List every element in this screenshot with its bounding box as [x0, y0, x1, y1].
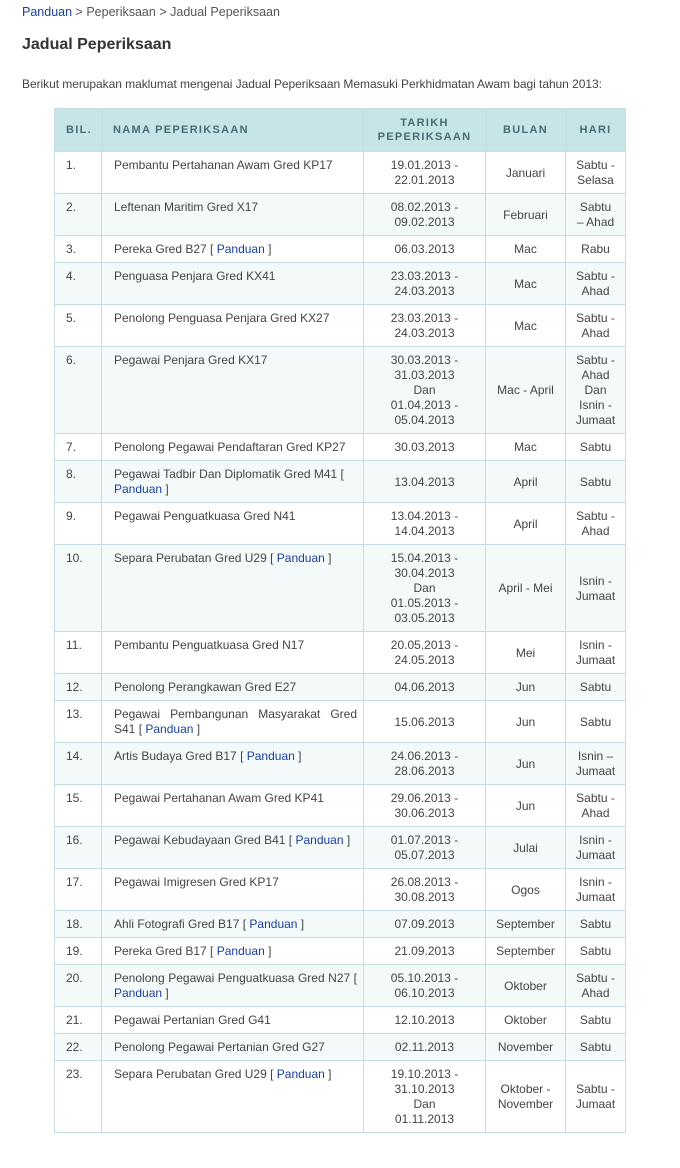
cell-nama: [102, 152, 364, 194]
cell-tarikh: 23.03.2013 - 24.03.2013: [364, 263, 486, 305]
cell-hari: Rabu: [566, 236, 626, 263]
cell-tarikh: 19.10.2013 - 31.10.2013 Dan 01.11.2013: [364, 1061, 486, 1133]
cell-nama: [102, 785, 364, 827]
table-row: [55, 938, 626, 965]
exam-name: Pegawai Penguatkuasa Gred N41: [114, 509, 296, 523]
cell-nama: Pegawai Kebudayaan Gred B41 [ Panduan ]: [102, 827, 364, 869]
cell-bulan: Mac: [486, 305, 566, 347]
cell-hari: Sabtu: [566, 434, 626, 461]
cell-nama: Separa Perubatan Gred U29 [ Panduan ]: [102, 545, 364, 632]
cell-tarikh: 15.04.2013 - 30.04.2013 Dan 01.05.2013 - 03.05.2013: [364, 545, 486, 632]
cell-tarikh: 15.06.2013: [364, 701, 486, 743]
cell-nama: [102, 503, 364, 545]
cell-tarikh: 05.10.2013 - 06.10.2013: [364, 965, 486, 1007]
cell-hari: Sabtu - Ahad: [566, 965, 626, 1007]
table-row: [55, 827, 626, 869]
panduan-link[interactable]: Panduan: [295, 833, 344, 847]
table-row: [55, 461, 626, 503]
exam-name: Ahli Fotografi Gred B17: [114, 917, 240, 931]
exam-name: Pembantu Pertahanan Awam Gred KP17: [114, 158, 333, 172]
cell-bulan: Oktober - November: [486, 1061, 566, 1133]
cell-bulan: Oktober: [486, 965, 566, 1007]
exam-name: Penolong Pegawai Pertanian Gred G27: [114, 1040, 325, 1054]
table-row: [55, 434, 626, 461]
table-row: [55, 347, 626, 434]
exam-name: Separa Perubatan Gred U29: [114, 551, 267, 565]
cell-hari: Sabtu - Ahad: [566, 305, 626, 347]
table-row: [55, 1007, 626, 1034]
exam-name: Penolong Pegawai Penguatkuasa Gred N27: [114, 971, 351, 985]
cell-bil: 17.: [55, 869, 102, 911]
cell-nama: [102, 869, 364, 911]
table-row: [55, 263, 626, 305]
cell-bulan: Jun: [486, 785, 566, 827]
table-row: [55, 503, 626, 545]
panduan-link[interactable]: Panduan: [114, 986, 163, 1000]
cell-bil: 3.: [55, 236, 102, 263]
cell-tarikh: 20.05.2013 - 24.05.2013: [364, 632, 486, 674]
cell-tarikh: 12.10.2013: [364, 1007, 486, 1034]
cell-hari: Isnin - Jumaat: [566, 827, 626, 869]
cell-tarikh: 19.01.2013 - 22.01.2013: [364, 152, 486, 194]
header-nama-peperiksaan: NAMA PEPERIKSAAN: [102, 109, 364, 152]
cell-bil: 8.: [55, 461, 102, 503]
cell-tarikh: 23.03.2013 - 24.03.2013: [364, 305, 486, 347]
table-row: [55, 701, 626, 743]
cell-nama: Artis Budaya Gred B17 [ Panduan ]: [102, 743, 364, 785]
table-row: [55, 1034, 626, 1061]
cell-bulan: April: [486, 503, 566, 545]
exam-name: Pegawai Pertahanan Awam Gred KP41: [114, 791, 324, 805]
table-row: [55, 785, 626, 827]
table-row: [55, 674, 626, 701]
cell-bil: 12.: [55, 674, 102, 701]
cell-bil: 22.: [55, 1034, 102, 1061]
cell-bil: 14.: [55, 743, 102, 785]
cell-nama: [102, 1007, 364, 1034]
exam-name: Leftenan Maritim Gred X17: [114, 200, 259, 214]
cell-nama: [102, 347, 364, 434]
cell-nama: Ahli Fotografi Gred B17 [ Panduan ]: [102, 911, 364, 938]
cell-hari: Sabtu - Ahad: [566, 263, 626, 305]
cell-nama: [102, 305, 364, 347]
breadcrumb-current: Jadual Peperiksaan: [170, 5, 280, 19]
cell-nama: [102, 434, 364, 461]
cell-hari: Isnin - Jumaat: [566, 869, 626, 911]
breadcrumb-link-panduan[interactable]: Panduan: [22, 5, 73, 19]
panduan-link[interactable]: Panduan: [114, 482, 163, 496]
cell-tarikh: 29.06.2013 - 30.06.2013: [364, 785, 486, 827]
exam-name: Pegawai Penjara Gred KX17: [114, 353, 268, 367]
exam-name: Pegawai Imigresen Gred KP17: [114, 875, 279, 889]
cell-bil: 6.: [55, 347, 102, 434]
cell-bil: 11.: [55, 632, 102, 674]
cell-tarikh: 04.06.2013: [364, 674, 486, 701]
exam-name: Pereka Gred B17: [114, 944, 207, 958]
cell-bil: 4.: [55, 263, 102, 305]
table-row: [55, 305, 626, 347]
panduan-link[interactable]: Panduan: [276, 1067, 325, 1081]
cell-bulan: April - Mei: [486, 545, 566, 632]
breadcrumb-separator: >: [159, 5, 167, 19]
cell-tarikh: 13.04.2013: [364, 461, 486, 503]
panduan-link[interactable]: Panduan: [249, 917, 298, 931]
cell-nama: [102, 674, 364, 701]
cell-tarikh: 08.02.2013 - 09.02.2013: [364, 194, 486, 236]
cell-bulan: Jun: [486, 701, 566, 743]
cell-bulan: September: [486, 938, 566, 965]
cell-hari: Sabtu: [566, 1034, 626, 1061]
exam-name: Pegawai Kebudayaan Gred B41: [114, 833, 286, 847]
exam-name: Penolong Pegawai Pendaftaran Gred KP27: [114, 440, 346, 454]
cell-bulan: Februari: [486, 194, 566, 236]
cell-tarikh: 30.03.2013: [364, 434, 486, 461]
table-row: [55, 743, 626, 785]
cell-hari: Sabtu: [566, 938, 626, 965]
cell-hari: Isnin - Jumaat: [566, 632, 626, 674]
cell-nama: [102, 632, 364, 674]
exam-name: Artis Budaya Gred B17: [114, 749, 237, 763]
cell-bulan: Oktober: [486, 1007, 566, 1034]
table-row: [55, 911, 626, 938]
header-bil: BIL.: [55, 109, 102, 152]
table-row: [55, 869, 626, 911]
cell-hari: Sabtu: [566, 701, 626, 743]
cell-nama: [102, 1034, 364, 1061]
table-row: [55, 152, 626, 194]
panduan-link[interactable]: Panduan: [276, 551, 325, 565]
cell-tarikh: 02.11.2013: [364, 1034, 486, 1061]
cell-tarikh: 21.09.2013: [364, 938, 486, 965]
cell-bulan: Mei: [486, 632, 566, 674]
cell-nama: Penolong Pegawai Penguatkuasa Gred N27 [ Panduan ]: [102, 965, 364, 1007]
intro-text: Berikut merupakan maklumat mengenai Jadual Peperiksaan Memasuki Perkhidmatan Awam bagi tahun 2013:: [22, 77, 602, 91]
cell-bulan: Mac: [486, 434, 566, 461]
cell-bil: 1.: [55, 152, 102, 194]
cell-bulan: Jun: [486, 743, 566, 785]
cell-bil: 5.: [55, 305, 102, 347]
cell-nama: Separa Perubatan Gred U29 [ Panduan ]: [102, 1061, 364, 1133]
exam-name: Penolong Perangkawan Gred E27: [114, 680, 297, 694]
panduan-link[interactable]: Panduan: [216, 242, 265, 256]
table-row: [55, 965, 626, 1007]
cell-bil: 7.: [55, 434, 102, 461]
panduan-link[interactable]: Panduan: [145, 722, 194, 736]
cell-hari: Sabtu: [566, 1007, 626, 1034]
cell-bil: 19.: [55, 938, 102, 965]
cell-hari: Isnin - Jumaat: [566, 545, 626, 632]
cell-nama: Pegawai Pembangunan Masyarakat Gred S41 [ Panduan ]: [102, 701, 364, 743]
exam-schedule-table: [54, 108, 626, 1133]
cell-bil: 15.: [55, 785, 102, 827]
table-row: [55, 236, 626, 263]
cell-bulan: Mac - April: [486, 347, 566, 434]
header-tarikh-peperiksaan: TARIKH PEPERIKSAAN: [364, 109, 486, 152]
header-hari: HARI: [566, 109, 626, 152]
cell-bulan: November: [486, 1034, 566, 1061]
cell-bil: 10.: [55, 545, 102, 632]
header-bulan: BULAN: [486, 109, 566, 152]
cell-bil: 18.: [55, 911, 102, 938]
breadcrumb-section: Peperiksaan: [86, 5, 156, 19]
cell-tarikh: 30.03.2013 - 31.03.2013 Dan 01.04.2013 - 05.04.2013: [364, 347, 486, 434]
cell-bulan: Mac: [486, 263, 566, 305]
cell-bil: 9.: [55, 503, 102, 545]
cell-hari: Sabtu - Selasa: [566, 152, 626, 194]
table-header-row: [55, 109, 626, 152]
cell-nama: Pereka Gred B27 [ Panduan ]: [102, 236, 364, 263]
cell-hari: Isnin – Jumaat: [566, 743, 626, 785]
cell-bil: 20.: [55, 965, 102, 1007]
cell-bil: 23.: [55, 1061, 102, 1133]
cell-nama: Pegawai Tadbir Dan Diplomatik Gred M41 [ Panduan ]: [102, 461, 364, 503]
exam-name: Pembantu Penguatkuasa Gred N17: [114, 638, 305, 652]
cell-bulan: April: [486, 461, 566, 503]
panduan-link[interactable]: Panduan: [246, 749, 295, 763]
cell-tarikh: 24.06.2013 - 28.06.2013: [364, 743, 486, 785]
exam-name: Pegawai Pembangunan Masyarakat Gred S41: [114, 707, 357, 736]
cell-bulan: Julai: [486, 827, 566, 869]
cell-bulan: Januari: [486, 152, 566, 194]
table-row: [55, 545, 626, 632]
cell-tarikh: 07.09.2013: [364, 911, 486, 938]
cell-bil: 13.: [55, 701, 102, 743]
table-row: [55, 1061, 626, 1133]
panduan-link[interactable]: Panduan: [216, 944, 265, 958]
cell-bulan: Jun: [486, 674, 566, 701]
cell-nama: [102, 263, 364, 305]
cell-bulan: Mac: [486, 236, 566, 263]
cell-hari: Sabtu – Ahad: [566, 194, 626, 236]
exam-name: Separa Perubatan Gred U29: [114, 1067, 267, 1081]
breadcrumb-separator: >: [75, 5, 83, 19]
exam-name: Pegawai Tadbir Dan Diplomatik Gred M41: [114, 467, 338, 481]
cell-hari: Sabtu - Ahad: [566, 785, 626, 827]
cell-hari: Sabtu: [566, 911, 626, 938]
cell-bil: 2.: [55, 194, 102, 236]
cell-bil: 21.: [55, 1007, 102, 1034]
cell-tarikh: 26.08.2013 - 30.08.2013: [364, 869, 486, 911]
table-row: [55, 194, 626, 236]
page-title: Jadual Peperiksaan: [22, 36, 172, 53]
cell-tarikh: 13.04.2013 - 14.04.2013: [364, 503, 486, 545]
cell-hari: Sabtu - Jumaat: [566, 1061, 626, 1133]
cell-hari: Sabtu: [566, 674, 626, 701]
cell-hari: Sabtu - Ahad: [566, 503, 626, 545]
table-row: [55, 632, 626, 674]
exam-name: Pereka Gred B27: [114, 242, 207, 256]
breadcrumb: [22, 5, 280, 19]
cell-tarikh: 01.07.2013 - 05.07.2013: [364, 827, 486, 869]
exam-name: Pegawai Pertanian Gred G41: [114, 1013, 271, 1027]
cell-hari: Sabtu: [566, 461, 626, 503]
cell-bil: 16.: [55, 827, 102, 869]
cell-hari: Sabtu - Ahad Dan Isnin - Jumaat: [566, 347, 626, 434]
exam-name: Penolong Penguasa Penjara Gred KX27: [114, 311, 330, 325]
cell-bulan: Ogos: [486, 869, 566, 911]
exam-name: Penguasa Penjara Gred KX41: [114, 269, 276, 283]
cell-nama: Pereka Gred B17 [ Panduan ]: [102, 938, 364, 965]
cell-nama: [102, 194, 364, 236]
cell-bulan: September: [486, 911, 566, 938]
cell-tarikh: 06.03.2013: [364, 236, 486, 263]
